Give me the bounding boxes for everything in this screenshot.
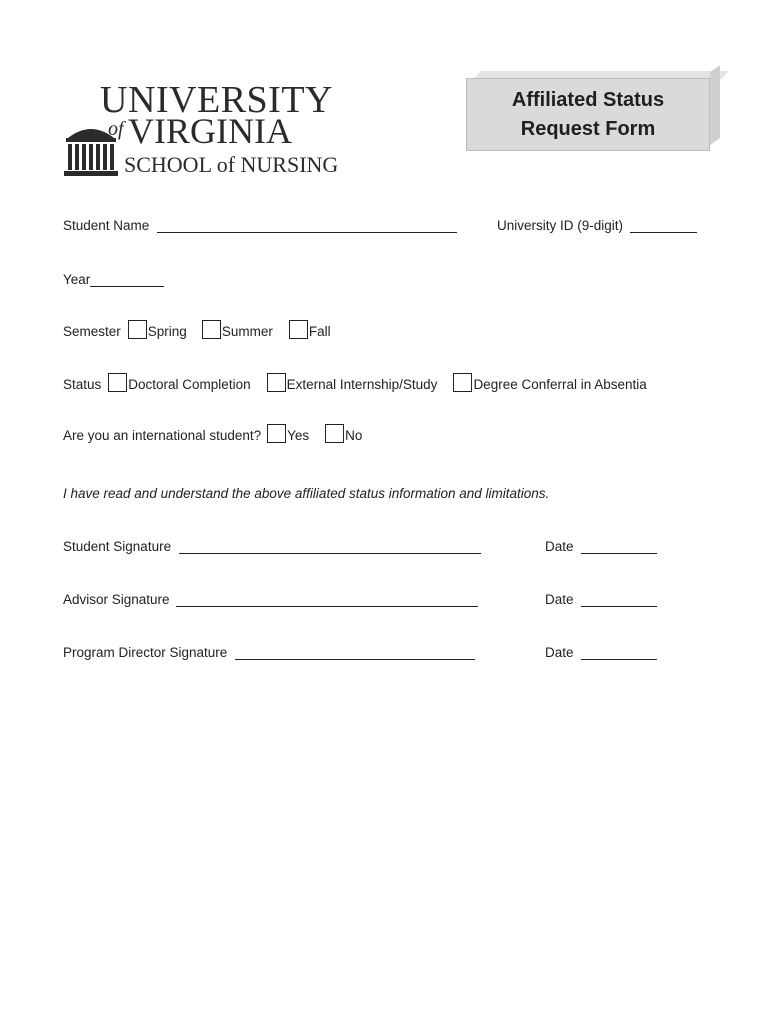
doctoral-completion-checkbox[interactable] <box>108 373 127 392</box>
title-box-side-face <box>710 65 720 145</box>
external-internship-checkbox[interactable] <box>267 373 286 392</box>
degree-conferral-label: Degree Conferral in Absentia <box>473 377 647 392</box>
title-box-face <box>466 78 710 151</box>
semester-row <box>63 320 331 339</box>
spring-checkbox[interactable] <box>128 320 147 339</box>
status-label: Status <box>63 377 102 392</box>
international-yes-label: Yes <box>287 428 310 443</box>
uva-nursing-logo <box>62 78 339 182</box>
director-signature-label: Program Director Signature <box>63 645 228 660</box>
student-date-field[interactable] <box>581 539 657 554</box>
form-title-box <box>466 78 710 151</box>
international-question-label: Are you an international student? <box>63 428 262 443</box>
form-title-line-2: Request Form <box>520 117 656 140</box>
fall-option-label: Fall <box>308 324 331 339</box>
international-no-label: No <box>345 428 363 443</box>
logo-of-text: of <box>108 118 124 140</box>
doctoral-completion-label: Doctoral Completion <box>128 377 251 392</box>
international-no-checkbox[interactable] <box>325 424 344 443</box>
summer-option-label: Summer <box>221 324 273 339</box>
logo-university-text: UNIVERSITY <box>100 79 333 121</box>
year-label: Year <box>63 272 91 287</box>
student-name-label: Student Name <box>63 218 150 233</box>
advisor-signature-field[interactable] <box>176 592 478 607</box>
university-id-label: University ID (9-digit) <box>497 218 624 233</box>
director-date-field[interactable] <box>581 645 657 660</box>
acknowledgement-statement: I have read and understand the above affiliated status information and limitations. <box>63 486 550 501</box>
director-date-row <box>545 645 657 660</box>
university-id-field[interactable] <box>630 218 697 233</box>
student-date-row <box>545 539 657 554</box>
university-id-row <box>497 218 697 233</box>
external-internship-label: External Internship/Study <box>286 377 438 392</box>
form-title-line-1: Affiliated Status <box>511 88 665 111</box>
director-signature-row <box>63 645 475 660</box>
director-date-label: Date <box>545 645 574 660</box>
logo-virginia-text: VIRGINIA <box>128 111 292 151</box>
year-field[interactable] <box>90 272 164 287</box>
international-yes-checkbox[interactable] <box>267 424 286 443</box>
student-signature-label: Student Signature <box>63 539 172 554</box>
advisor-date-field[interactable] <box>581 592 657 607</box>
status-row <box>63 373 647 392</box>
student-date-label: Date <box>545 539 574 554</box>
advisor-date-label: Date <box>545 592 574 607</box>
advisor-date-row <box>545 592 657 607</box>
student-signature-field[interactable] <box>179 539 481 554</box>
student-name-field[interactable] <box>157 218 457 233</box>
semester-label: Semester <box>63 324 121 339</box>
logo-school-text: SCHOOL of NURSING <box>124 152 339 177</box>
director-signature-field[interactable] <box>235 645 475 660</box>
student-name-row <box>63 218 457 233</box>
degree-conferral-checkbox[interactable] <box>453 373 472 392</box>
fall-checkbox[interactable] <box>289 320 308 339</box>
advisor-signature-row <box>63 592 478 607</box>
advisor-signature-label: Advisor Signature <box>63 592 170 607</box>
international-row <box>63 424 362 443</box>
student-signature-row <box>63 539 481 554</box>
year-row <box>63 272 164 287</box>
summer-checkbox[interactable] <box>202 320 221 339</box>
spring-option-label: Spring <box>147 324 187 339</box>
